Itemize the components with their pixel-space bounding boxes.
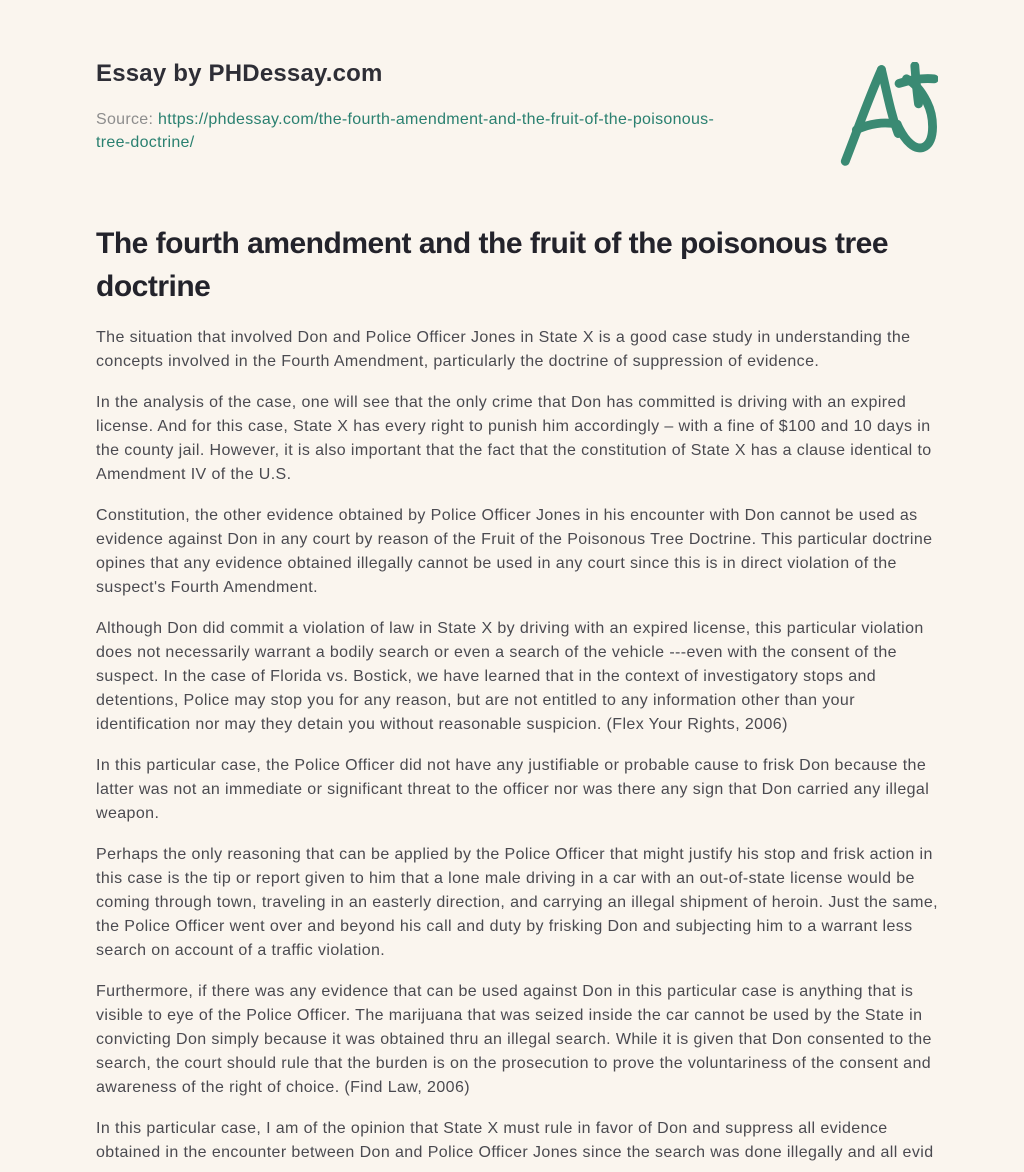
a-plus-logo-icon	[836, 62, 938, 168]
essay-paragraph: Perhaps the only reasoning that can be applied by the Police Officer that might justify his stop and frisk action in this case is the tip or report given to him that a lone male driving in a car with an out-of-state license would be coming through town, traveling in an easterly direction, and carrying an illegal shipment of heroin. Just the same, the Police Officer went over and beyond his call and duty by frisking Don and subjecting him to a warrant less search on account of a traffic violation.	[96, 846, 938, 959]
essay-byline: Essay by PHDessay.com	[96, 60, 383, 87]
essay-paragraph: In the analysis of the case, one will see that the only crime that Don has committed is driving with an expired license. And for this case, State X has every right to punish him accordingly – with a fine of $100 and 10 days in the county jail. However, it is also important that the fact that the constitution of State X has a clause identical to Amendment IV of the U.S.	[96, 394, 932, 483]
source-link[interactable]: https://phdessay.com/the-fourth-amendment-and-the-fruit-of-the-poisonous-tree-doctrine/	[96, 111, 715, 151]
source-label: Source:	[96, 111, 154, 128]
essay-body	[96, 326, 950, 1165]
source-line	[96, 108, 744, 154]
essay-paragraph: In this particular case, I am of the opinion that State X must rule in favor of Don and suppress all evidence obtained in the encounter between Don and Police Officer Jones since the search was done illegally and all evid	[96, 1120, 934, 1161]
essay-title: The fourth amendment and the fruit of the poisonous tree doctrine	[96, 227, 889, 303]
essay-paragraph: Furthermore, if there was any evidence that can be used against Don in this particular case is anything that is visible to eye of the Police Officer. The marijuana that was seized inside the car cannot be used by the State in convicting Don simply because it was obtained thru an illegal search. While it is given that Don consented to the search, the court should rule that the burden is on the prosecution to prove the voluntariness of the consent and awareness of the right of choice. (Find Law, 2006)	[96, 983, 932, 1096]
essay-paragraph: In this particular case, the Police Officer did not have any justifiable or probable cause to frisk Don because the latter was not an immediate or significant threat to the officer nor was there any sign that Don carried any illegal weapon.	[96, 757, 930, 822]
essay-paragraph: The situation that involved Don and Police Officer Jones in State X is a good case study in understanding the concepts involved in the Fourth Amendment, particularly the doctrine of suppression of evidence.	[96, 329, 911, 370]
essay-paragraph: Constitution, the other evidence obtained by Police Officer Jones in his encounter with Don cannot be used as evidence against Don in any court by reason of the Fruit of the Poisonous Tree Doctrine. This particular doctrine opines that any evidence obtained illegally cannot be used in any court since this is in direct violation of the suspect's Fourth Amendment.	[96, 507, 933, 596]
essay-paragraph: Although Don did commit a violation of law in State X by driving with an expired license, this particular violation does not necessarily warrant a bodily search or even a search of the vehicle ---even with the consent of the suspect. In the case of Florida vs. Bostick, we have learned that in the context of investigatory stops and detentions, Police may stop you for any reason, but are not entitled to any information other than your identification nor may they detain you without reasonable suspicion. (Flex Your Rights, 2006)	[96, 620, 924, 733]
